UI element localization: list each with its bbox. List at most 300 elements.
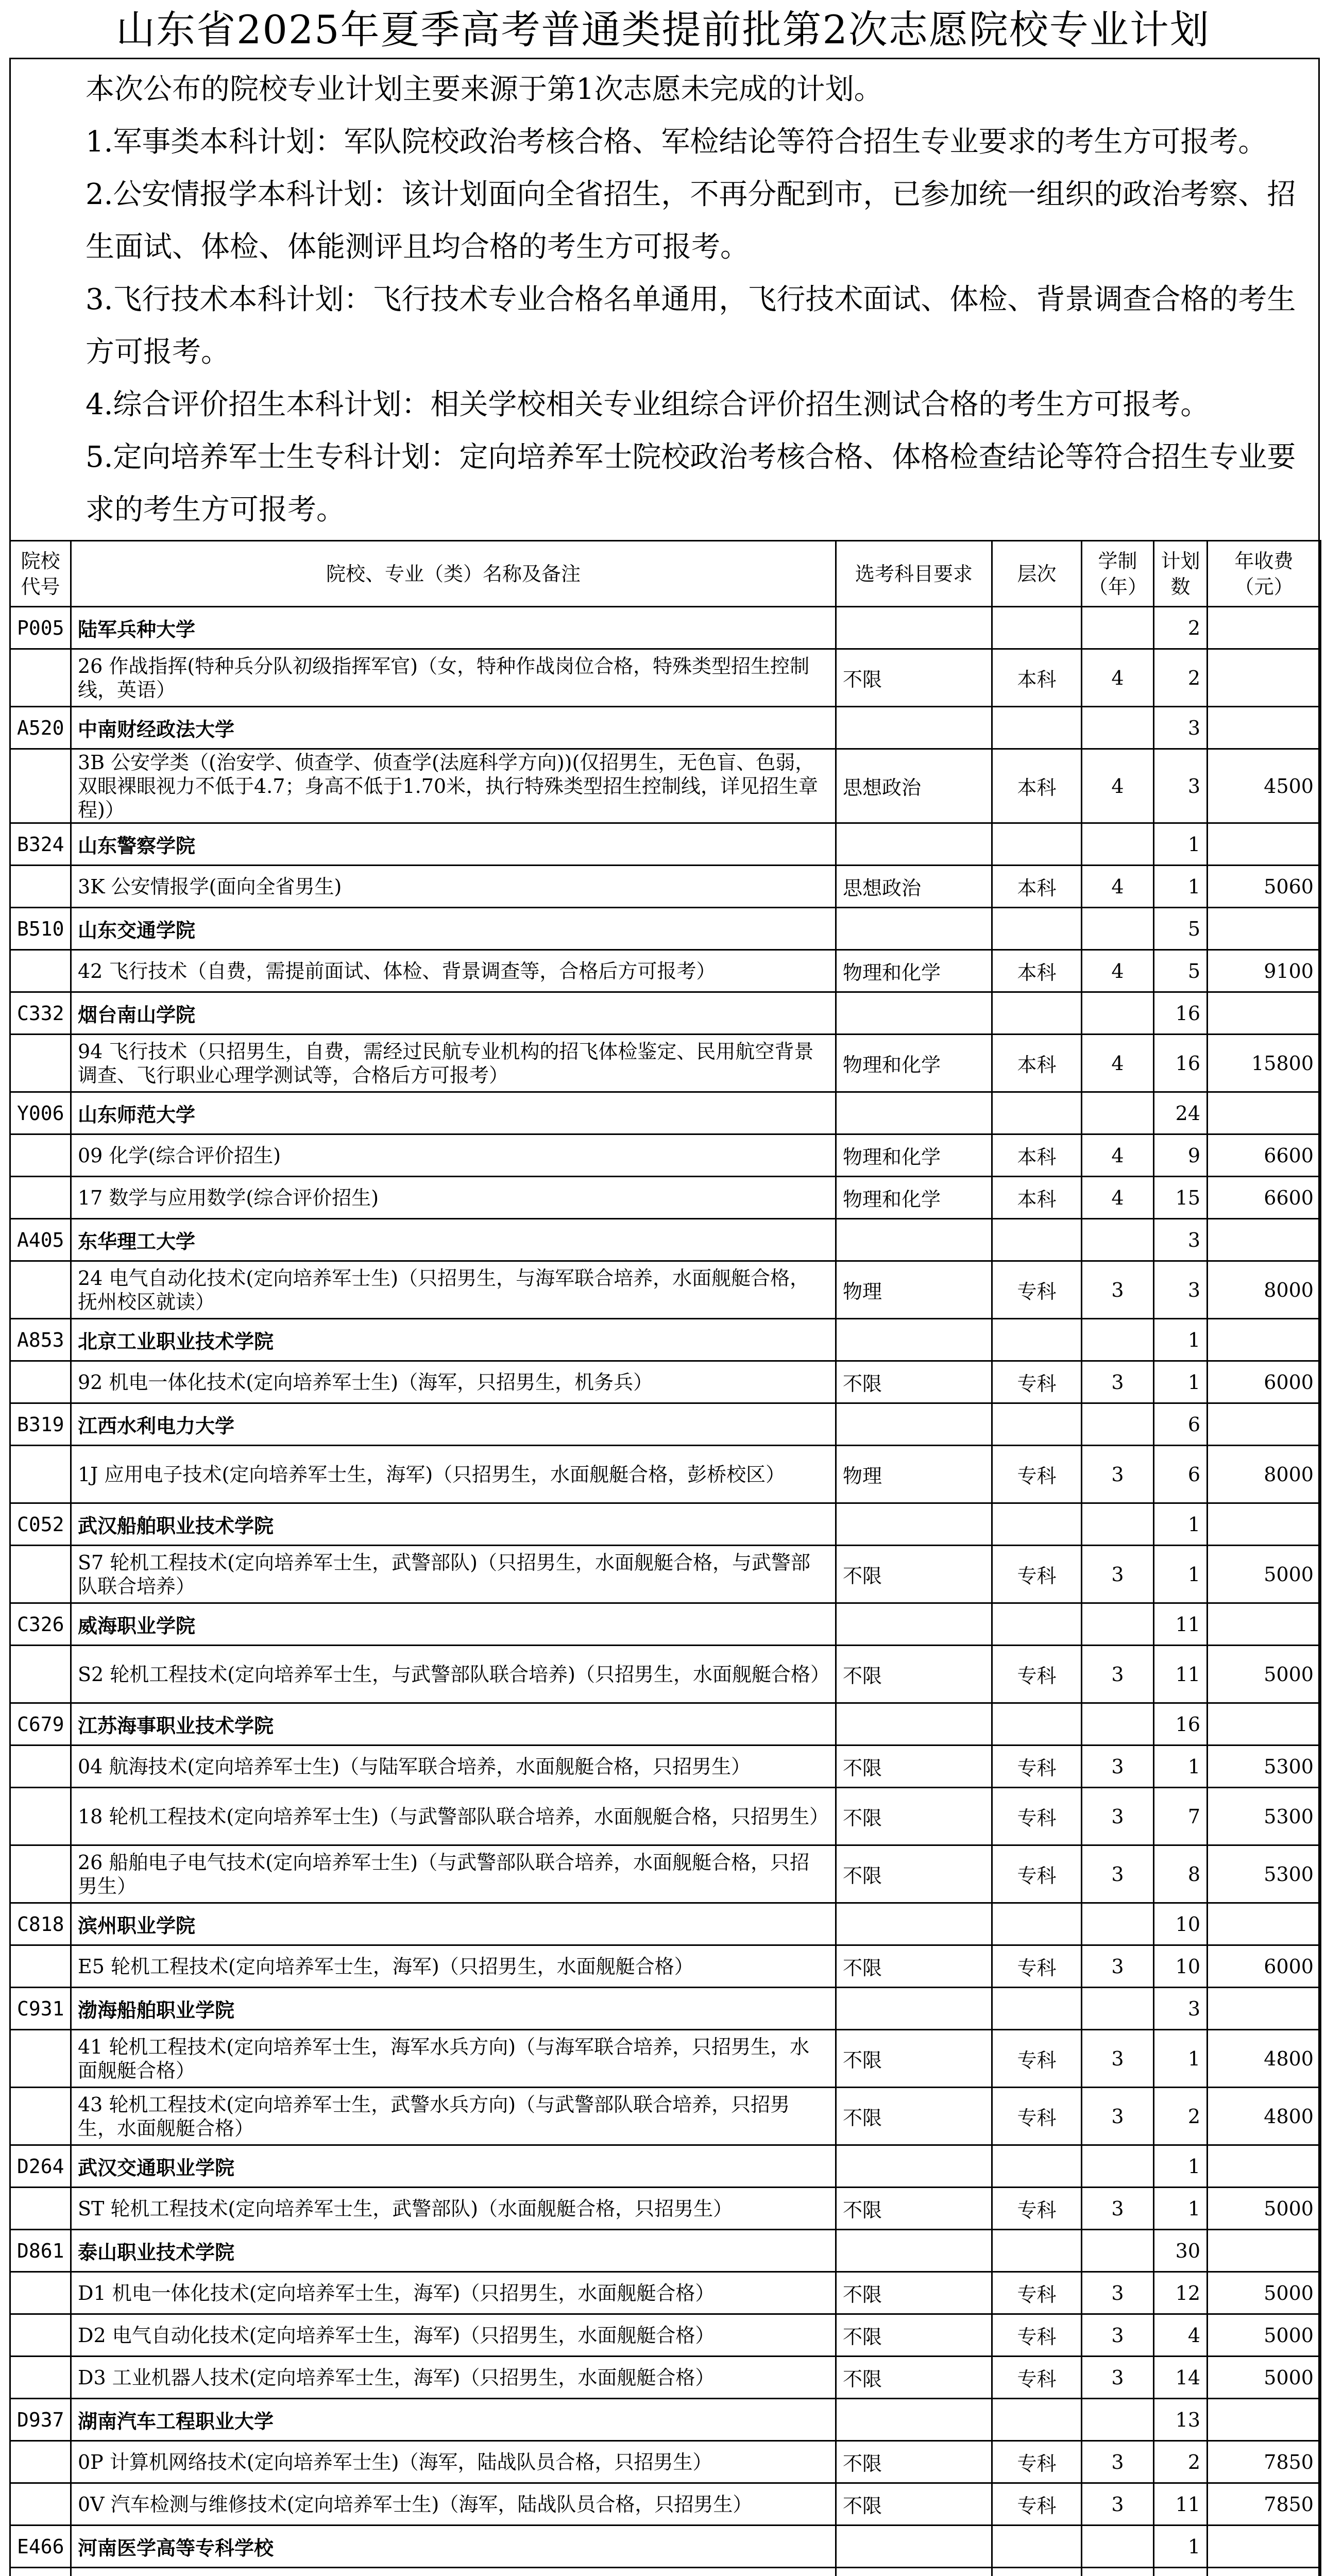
level-cell bbox=[992, 823, 1082, 866]
major-row bbox=[10, 1177, 1321, 1219]
years-cell bbox=[1082, 2399, 1154, 2441]
plan-count: 1 bbox=[1154, 2526, 1208, 2568]
subject-requirement: 物理和化学 bbox=[836, 950, 992, 992]
education-level: 专科 bbox=[992, 2272, 1082, 2314]
code-cell bbox=[10, 1035, 71, 1092]
major-row bbox=[10, 1446, 1321, 1503]
level-cell bbox=[992, 1319, 1082, 1361]
study-years: 4 bbox=[1082, 649, 1154, 707]
fee-cell bbox=[1208, 1319, 1321, 1361]
subject-requirement: 不限 bbox=[836, 1646, 992, 1703]
plan-count: 11 bbox=[1154, 2483, 1208, 2526]
annual-fee: 6600 bbox=[1208, 1134, 1321, 1177]
notice-item-3: 3.飞行技术本科计划：飞行技术专业合格名单通用，飞行技术面试、体检、背景调查合格的考生方可报考。 bbox=[86, 283, 1296, 369]
fee-cell bbox=[1208, 1403, 1321, 1446]
plan-count: 1 bbox=[1154, 2030, 1208, 2088]
school-row bbox=[10, 1503, 1321, 1546]
subject-requirement: 不限 bbox=[836, 2088, 992, 2145]
years-cell bbox=[1082, 992, 1154, 1035]
plan-count: 1 bbox=[1154, 1319, 1208, 1361]
code-cell bbox=[10, 2314, 71, 2357]
major-name: 0P 计算机网络技术(定向培养军士生)（海军，陆战队员合格，只招男生） bbox=[71, 2441, 836, 2483]
education-level: 专科 bbox=[992, 2357, 1082, 2399]
annual-fee: 4800 bbox=[1208, 2030, 1321, 2088]
plan-count: 15 bbox=[1154, 1177, 1208, 1219]
annual-fee: 5060 bbox=[1208, 866, 1321, 908]
plan-count: 3 bbox=[1154, 707, 1208, 749]
major-name: 43 轮机工程技术(定向培养军士生，武警水兵方向)（与武警部队联合培养，只招男生，水面舰艇合格） bbox=[71, 2088, 836, 2145]
annual-fee: 5300 bbox=[1208, 1788, 1321, 1845]
education-level: 本科 bbox=[992, 1134, 1082, 1177]
school-name: 滨州职业学院 bbox=[71, 1903, 836, 1945]
school-code: E466 bbox=[10, 2526, 71, 2568]
major-name: E5 轮机工程技术(定向培养军士生，海军)（只招男生，水面舰艇合格） bbox=[71, 1945, 836, 1988]
major-row bbox=[10, 2357, 1321, 2399]
code-cell bbox=[10, 2188, 71, 2230]
study-years: 3 bbox=[1082, 1646, 1154, 1703]
plan-count: 10 bbox=[1154, 1903, 1208, 1945]
study-years: 3 bbox=[1082, 2188, 1154, 2230]
code-cell bbox=[10, 2441, 71, 2483]
plan-count: 12 bbox=[1154, 2272, 1208, 2314]
code-cell bbox=[10, 2568, 71, 2576]
subject-cell bbox=[836, 2526, 992, 2568]
education-level: 专科 bbox=[992, 2030, 1082, 2088]
school-name: 东华理工大学 bbox=[71, 1219, 836, 1261]
school-code: C052 bbox=[10, 1503, 71, 1546]
education-level: 专科 bbox=[992, 1745, 1082, 1788]
subject-requirement: 不限 bbox=[836, 2188, 992, 2230]
education-level: 本科 bbox=[992, 950, 1082, 992]
plan-count: 3 bbox=[1154, 1219, 1208, 1261]
fee-cell bbox=[1208, 2230, 1321, 2272]
subject-cell bbox=[836, 2399, 992, 2441]
subject-requirement: 思想政治 bbox=[836, 866, 992, 908]
major-row bbox=[10, 1546, 1321, 1603]
study-years: 3 bbox=[1082, 2441, 1154, 2483]
major-row bbox=[10, 2314, 1321, 2357]
annual-fee: 5300 bbox=[1208, 1745, 1321, 1788]
code-cell bbox=[10, 2357, 71, 2399]
fee-cell bbox=[1208, 607, 1321, 649]
school-row bbox=[10, 1603, 1321, 1646]
major-name: 3K 公安情报学(面向全省男生) bbox=[71, 866, 836, 908]
subject-requirement: 不限 bbox=[836, 2314, 992, 2357]
fee-cell bbox=[1208, 823, 1321, 866]
plan-count: 14 bbox=[1154, 2357, 1208, 2399]
subject-requirement: 不限 bbox=[836, 1361, 992, 1403]
fee-cell bbox=[1208, 1988, 1321, 2030]
major-row bbox=[10, 2088, 1321, 2145]
school-row bbox=[10, 1219, 1321, 1261]
plan-count: 1 bbox=[1154, 823, 1208, 866]
major-row bbox=[10, 649, 1321, 707]
plan-count: 2 bbox=[1154, 2088, 1208, 2145]
code-cell bbox=[10, 2030, 71, 2088]
major-name: 94 飞行技术（只招男生，自费，需经过民航专业机构的招飞体检鉴定、民用航空背景调查、飞行职业心理学测试等，合格后方可报考） bbox=[71, 1035, 836, 1092]
notice-item-5: 5.定向培养军士生专科计划：定向培养军士院校政治考核合格、体格检查结论等符合招生专业要求的考生方可报考。 bbox=[86, 440, 1296, 527]
subject-cell bbox=[836, 1703, 992, 1745]
years-cell bbox=[1082, 1603, 1154, 1646]
school-row bbox=[10, 2526, 1321, 2568]
subject-requirement: 不限 bbox=[836, 1546, 992, 1603]
annual-fee: 5000 bbox=[1208, 2188, 1321, 2230]
school-name: 中南财经政法大学 bbox=[71, 707, 836, 749]
annual-fee: 6000 bbox=[1208, 1361, 1321, 1403]
major-row bbox=[10, 1261, 1321, 1319]
major-row bbox=[10, 1646, 1321, 1703]
code-cell bbox=[10, 1177, 71, 1219]
major-name: 24 电气自动化技术(定向培养军士生)（只招男生，与海军联合培养，水面舰艇合格，抚州校区就读） bbox=[71, 1261, 836, 1319]
years-cell bbox=[1082, 2526, 1154, 2568]
level-cell bbox=[992, 1092, 1082, 1134]
years-cell bbox=[1082, 1319, 1154, 1361]
fee-cell bbox=[1208, 992, 1321, 1035]
subject-requirement: 不限 bbox=[836, 1788, 992, 1845]
education-level: 专科 bbox=[992, 2188, 1082, 2230]
school-name: 泰山职业技术学院 bbox=[71, 2230, 836, 2272]
school-row bbox=[10, 1703, 1321, 1745]
header-code: 院校代号 bbox=[10, 541, 71, 607]
plan-count: 11 bbox=[1154, 1603, 1208, 1646]
school-code: A853 bbox=[10, 1319, 71, 1361]
school-name: 渤海船舶职业学院 bbox=[71, 1988, 836, 2030]
school-name: 江西水利电力大学 bbox=[71, 1403, 836, 1446]
annual-fee: 5000 bbox=[1208, 2272, 1321, 2314]
major-name: 92 机电一体化技术(定向培养军士生)（海军，只招男生，机务兵） bbox=[71, 1361, 836, 1403]
study-years: 3 bbox=[1082, 1261, 1154, 1319]
school-code: C931 bbox=[10, 1988, 71, 2030]
fee-cell bbox=[1208, 908, 1321, 950]
level-cell bbox=[992, 992, 1082, 1035]
subject-requirement: 不限 bbox=[836, 2441, 992, 2483]
study-years: 3 bbox=[1082, 1745, 1154, 1788]
school-code: D937 bbox=[10, 2399, 71, 2441]
study-years: 4 bbox=[1082, 1035, 1154, 1092]
plan-count: 16 bbox=[1154, 992, 1208, 1035]
major-row bbox=[10, 2483, 1321, 2526]
school-row bbox=[10, 2145, 1321, 2188]
study-years: 4 bbox=[1082, 1177, 1154, 1219]
school-row bbox=[10, 2399, 1321, 2441]
level-cell bbox=[992, 2145, 1082, 2188]
code-cell bbox=[10, 649, 71, 707]
study-years: 4 bbox=[1082, 866, 1154, 908]
education-level bbox=[992, 2568, 1082, 2576]
fee-cell bbox=[1208, 707, 1321, 749]
study-years: 3 bbox=[1082, 2030, 1154, 2088]
major-name: 17 数学与应用数学(综合评价招生) bbox=[71, 1177, 836, 1219]
subject-requirement: 物理和化学 bbox=[836, 1177, 992, 1219]
plan-count: 9 bbox=[1154, 1134, 1208, 1177]
fee-cell bbox=[1208, 1603, 1321, 1646]
study-years: 3 bbox=[1082, 2272, 1154, 2314]
study-years: 3 bbox=[1082, 1361, 1154, 1403]
annual-fee: 5000 bbox=[1208, 2314, 1321, 2357]
level-cell bbox=[992, 1903, 1082, 1945]
school-name: 武汉交通职业学院 bbox=[71, 2145, 836, 2188]
study-years: 3 bbox=[1082, 2088, 1154, 2145]
school-code: Y006 bbox=[10, 1092, 71, 1134]
subject-cell bbox=[836, 1403, 992, 1446]
school-name: 陆军兵种大学 bbox=[71, 607, 836, 649]
years-cell bbox=[1082, 1503, 1154, 1546]
code-cell bbox=[10, 1646, 71, 1703]
annual-fee: 9100 bbox=[1208, 950, 1321, 992]
subject-cell bbox=[836, 1092, 992, 1134]
level-cell bbox=[992, 1603, 1082, 1646]
plan-count: 5 bbox=[1154, 950, 1208, 992]
level-cell bbox=[992, 1703, 1082, 1745]
subject-cell bbox=[836, 1603, 992, 1646]
subject-requirement: 物理和化学 bbox=[836, 1134, 992, 1177]
subject-cell bbox=[836, 908, 992, 950]
subject-cell bbox=[836, 1319, 992, 1361]
school-row bbox=[10, 1092, 1321, 1134]
level-cell bbox=[992, 1503, 1082, 1546]
study-years: 4 bbox=[1082, 1134, 1154, 1177]
subject-requirement: 思想政治 bbox=[836, 749, 992, 823]
code-cell bbox=[10, 1745, 71, 1788]
subject-requirement bbox=[836, 2568, 992, 2576]
header-years: 学制（年） bbox=[1082, 541, 1154, 607]
level-cell bbox=[992, 607, 1082, 649]
notice-intro: 本次公布的院校专业计划主要来源于第1次志愿未完成的计划。 bbox=[86, 73, 883, 106]
annual-fee: 5300 bbox=[1208, 1845, 1321, 1903]
school-row bbox=[10, 1319, 1321, 1361]
school-name: 北京工业职业技术学院 bbox=[71, 1319, 836, 1361]
major-row bbox=[10, 749, 1321, 823]
code-cell bbox=[10, 1788, 71, 1845]
plan-count: 16 bbox=[1154, 1035, 1208, 1092]
level-cell bbox=[992, 2526, 1082, 2568]
header-subject: 选考科目要求 bbox=[836, 541, 992, 607]
plan-count: 2 bbox=[1154, 2441, 1208, 2483]
subject-cell bbox=[836, 707, 992, 749]
major-name bbox=[71, 2568, 836, 2576]
plan-count bbox=[1154, 2568, 1208, 2576]
years-cell bbox=[1082, 1903, 1154, 1945]
school-name: 威海职业学院 bbox=[71, 1603, 836, 1646]
header-fee: 年收费（元） bbox=[1208, 541, 1321, 607]
education-level: 本科 bbox=[992, 649, 1082, 707]
education-level: 专科 bbox=[992, 1546, 1082, 1603]
subject-requirement: 不限 bbox=[836, 2272, 992, 2314]
code-cell bbox=[10, 1945, 71, 1988]
education-level: 专科 bbox=[992, 2314, 1082, 2357]
major-name: S7 轮机工程技术(定向培养军士生，武警部队)（只招男生，水面舰艇合格，与武警部队联合培养） bbox=[71, 1546, 836, 1603]
code-cell bbox=[10, 1546, 71, 1603]
level-cell bbox=[992, 707, 1082, 749]
plan-count: 1 bbox=[1154, 1546, 1208, 1603]
plan-count: 3 bbox=[1154, 1261, 1208, 1319]
fee-cell bbox=[1208, 2145, 1321, 2188]
code-cell bbox=[10, 2088, 71, 2145]
subject-requirement: 不限 bbox=[836, 2483, 992, 2526]
plan-table-body bbox=[10, 607, 1321, 2576]
plan-count: 11 bbox=[1154, 1646, 1208, 1703]
subject-requirement: 不限 bbox=[836, 2030, 992, 2088]
plan-count: 16 bbox=[1154, 1703, 1208, 1745]
education-level: 本科 bbox=[992, 1177, 1082, 1219]
school-name: 山东交通学院 bbox=[71, 908, 836, 950]
major-row bbox=[10, 1745, 1321, 1788]
notice-item-4: 4.综合评价招生本科计划：相关学校相关专业组综合评价招生测试合格的考生方可报考。 bbox=[86, 388, 1210, 421]
years-cell bbox=[1082, 908, 1154, 950]
school-code: B319 bbox=[10, 1403, 71, 1446]
school-row bbox=[10, 1403, 1321, 1446]
plan-count: 3 bbox=[1154, 749, 1208, 823]
major-row bbox=[10, 1134, 1321, 1177]
fee-cell bbox=[1208, 1903, 1321, 1945]
education-level: 专科 bbox=[992, 1361, 1082, 1403]
code-cell bbox=[10, 950, 71, 992]
study-years: 3 bbox=[1082, 1788, 1154, 1845]
plan-count: 1 bbox=[1154, 2145, 1208, 2188]
education-level: 专科 bbox=[992, 1788, 1082, 1845]
school-name: 山东警察学院 bbox=[71, 823, 836, 866]
subject-cell bbox=[836, 992, 992, 1035]
study-years bbox=[1082, 2568, 1154, 2576]
annual-fee bbox=[1208, 649, 1321, 707]
annual-fee: 6600 bbox=[1208, 1177, 1321, 1219]
school-code: A520 bbox=[10, 707, 71, 749]
table-header-row bbox=[10, 541, 1321, 607]
education-level: 专科 bbox=[992, 1945, 1082, 1988]
code-cell bbox=[10, 749, 71, 823]
subject-requirement: 不限 bbox=[836, 1845, 992, 1903]
code-cell bbox=[10, 1845, 71, 1903]
school-name: 山东师范大学 bbox=[71, 1092, 836, 1134]
study-years: 3 bbox=[1082, 2314, 1154, 2357]
years-cell bbox=[1082, 2230, 1154, 2272]
major-row bbox=[10, 866, 1321, 908]
subject-requirement: 不限 bbox=[836, 2357, 992, 2399]
major-name: 26 船舶电子电气技术(定向培养军士生)（与武警部队联合培养，水面舰艇合格，只招男生） bbox=[71, 1845, 836, 1903]
subject-requirement: 物理 bbox=[836, 1446, 992, 1503]
major-name: 41 轮机工程技术(定向培养军士生，海军水兵方向)（与海军联合培养，只招男生，水面舰艇合格） bbox=[71, 2030, 836, 2088]
school-row bbox=[10, 1903, 1321, 1945]
education-level: 专科 bbox=[992, 2441, 1082, 2483]
years-cell bbox=[1082, 1403, 1154, 1446]
school-name: 武汉船舶职业技术学院 bbox=[71, 1503, 836, 1546]
plan-count: 7 bbox=[1154, 1788, 1208, 1845]
years-cell bbox=[1082, 1988, 1154, 2030]
school-code: D264 bbox=[10, 2145, 71, 2188]
subject-cell bbox=[836, 1988, 992, 2030]
plan-count: 4 bbox=[1154, 2314, 1208, 2357]
code-cell bbox=[10, 1361, 71, 1403]
school-code: D861 bbox=[10, 2230, 71, 2272]
code-cell bbox=[10, 1134, 71, 1177]
school-code: P005 bbox=[10, 607, 71, 649]
school-row bbox=[10, 992, 1321, 1035]
major-name: 18 轮机工程技术(定向培养军士生)（与武警部队联合培养，水面舰艇合格，只招男生） bbox=[71, 1788, 836, 1845]
school-name: 烟台南山学院 bbox=[71, 992, 836, 1035]
school-row bbox=[10, 823, 1321, 866]
subject-cell bbox=[836, 2145, 992, 2188]
major-name: 04 航海技术(定向培养军士生)（与陆军联合培养，水面舰艇合格，只招男生） bbox=[71, 1745, 836, 1788]
fee-cell bbox=[1208, 2526, 1321, 2568]
school-row bbox=[10, 607, 1321, 649]
major-row bbox=[10, 2030, 1321, 2088]
major-row bbox=[10, 1035, 1321, 1092]
major-name: 42 飞行技术（自费，需提前面试、体检、背景调查等，合格后方可报考） bbox=[71, 950, 836, 992]
fee-cell bbox=[1208, 2399, 1321, 2441]
fee-cell bbox=[1208, 1503, 1321, 1546]
education-level: 本科 bbox=[992, 1035, 1082, 1092]
school-code: A405 bbox=[10, 1219, 71, 1261]
school-row bbox=[10, 1988, 1321, 2030]
notice-item-1: 1.军事类本科计划：军队院校政治考核合格、军检结论等符合招生专业要求的考生方可报考。 bbox=[86, 125, 1267, 159]
plan-count: 3 bbox=[1154, 1988, 1208, 2030]
plan-count: 6 bbox=[1154, 1446, 1208, 1503]
header-plan: 计划数 bbox=[1154, 541, 1208, 607]
subject-cell bbox=[836, 1903, 992, 1945]
school-row bbox=[10, 2230, 1321, 2272]
code-cell bbox=[10, 2272, 71, 2314]
annual-fee: 7850 bbox=[1208, 2483, 1321, 2526]
plan-count: 1 bbox=[1154, 866, 1208, 908]
major-row bbox=[10, 1788, 1321, 1845]
plan-count: 2 bbox=[1154, 607, 1208, 649]
subject-cell bbox=[836, 1503, 992, 1546]
major-name: D1 机电一体化技术(定向培养军士生，海军)（只招男生，水面舰艇合格） bbox=[71, 2272, 836, 2314]
education-level: 专科 bbox=[992, 2483, 1082, 2526]
major-row bbox=[10, 1945, 1321, 1988]
study-years: 3 bbox=[1082, 1845, 1154, 1903]
fee-cell bbox=[1208, 1092, 1321, 1134]
level-cell bbox=[992, 1219, 1082, 1261]
study-years: 3 bbox=[1082, 2483, 1154, 2526]
study-years: 3 bbox=[1082, 1945, 1154, 1988]
school-code: C332 bbox=[10, 992, 71, 1035]
subject-requirement: 不限 bbox=[836, 1745, 992, 1788]
plan-count: 2 bbox=[1154, 649, 1208, 707]
major-name: 1J 应用电子技术(定向培养军士生，海军)（只招男生，水面舰艇合格，彭桥校区） bbox=[71, 1446, 836, 1503]
school-row bbox=[10, 707, 1321, 749]
level-cell bbox=[992, 1988, 1082, 2030]
major-row bbox=[10, 2188, 1321, 2230]
level-cell bbox=[992, 2230, 1082, 2272]
major-name: 0V 汽车检测与维修技术(定向培养军士生)（海军，陆战队员合格，只招男生） bbox=[71, 2483, 836, 2526]
code-cell bbox=[10, 1446, 71, 1503]
major-row bbox=[10, 2568, 1321, 2576]
plan-table bbox=[9, 540, 1321, 2576]
notice-item-2: 2.公安情报学本科计划：该计划面向全省招生，不再分配到市，已参加统一组织的政治考察、招生面试、体检、体能测评且均合格的考生方可报考。 bbox=[86, 178, 1296, 264]
subject-cell bbox=[836, 607, 992, 649]
major-name: 09 化学(综合评价招生) bbox=[71, 1134, 836, 1177]
years-cell bbox=[1082, 707, 1154, 749]
school-code: C326 bbox=[10, 1603, 71, 1646]
education-level: 专科 bbox=[992, 2088, 1082, 2145]
annual-fee: 8000 bbox=[1208, 1261, 1321, 1319]
plan-count: 1 bbox=[1154, 1503, 1208, 1546]
years-cell bbox=[1082, 1703, 1154, 1745]
annual-fee: 7850 bbox=[1208, 2441, 1321, 2483]
education-level: 专科 bbox=[992, 1845, 1082, 1903]
subject-requirement: 物理和化学 bbox=[836, 1035, 992, 1092]
fee-cell bbox=[1208, 1703, 1321, 1745]
level-cell bbox=[992, 1403, 1082, 1446]
annual-fee: 4500 bbox=[1208, 749, 1321, 823]
years-cell bbox=[1082, 607, 1154, 649]
major-name: S2 轮机工程技术(定向培养军士生，与武警部队联合培养)（只招男生，水面舰艇合格） bbox=[71, 1646, 836, 1703]
major-row bbox=[10, 1845, 1321, 1903]
school-row bbox=[10, 908, 1321, 950]
annual-fee: 5000 bbox=[1208, 1646, 1321, 1703]
major-name: 26 作战指挥(特种兵分队初级指挥军官)（女，特种作战岗位合格，特殊类型招生控制线，英语） bbox=[71, 649, 836, 707]
